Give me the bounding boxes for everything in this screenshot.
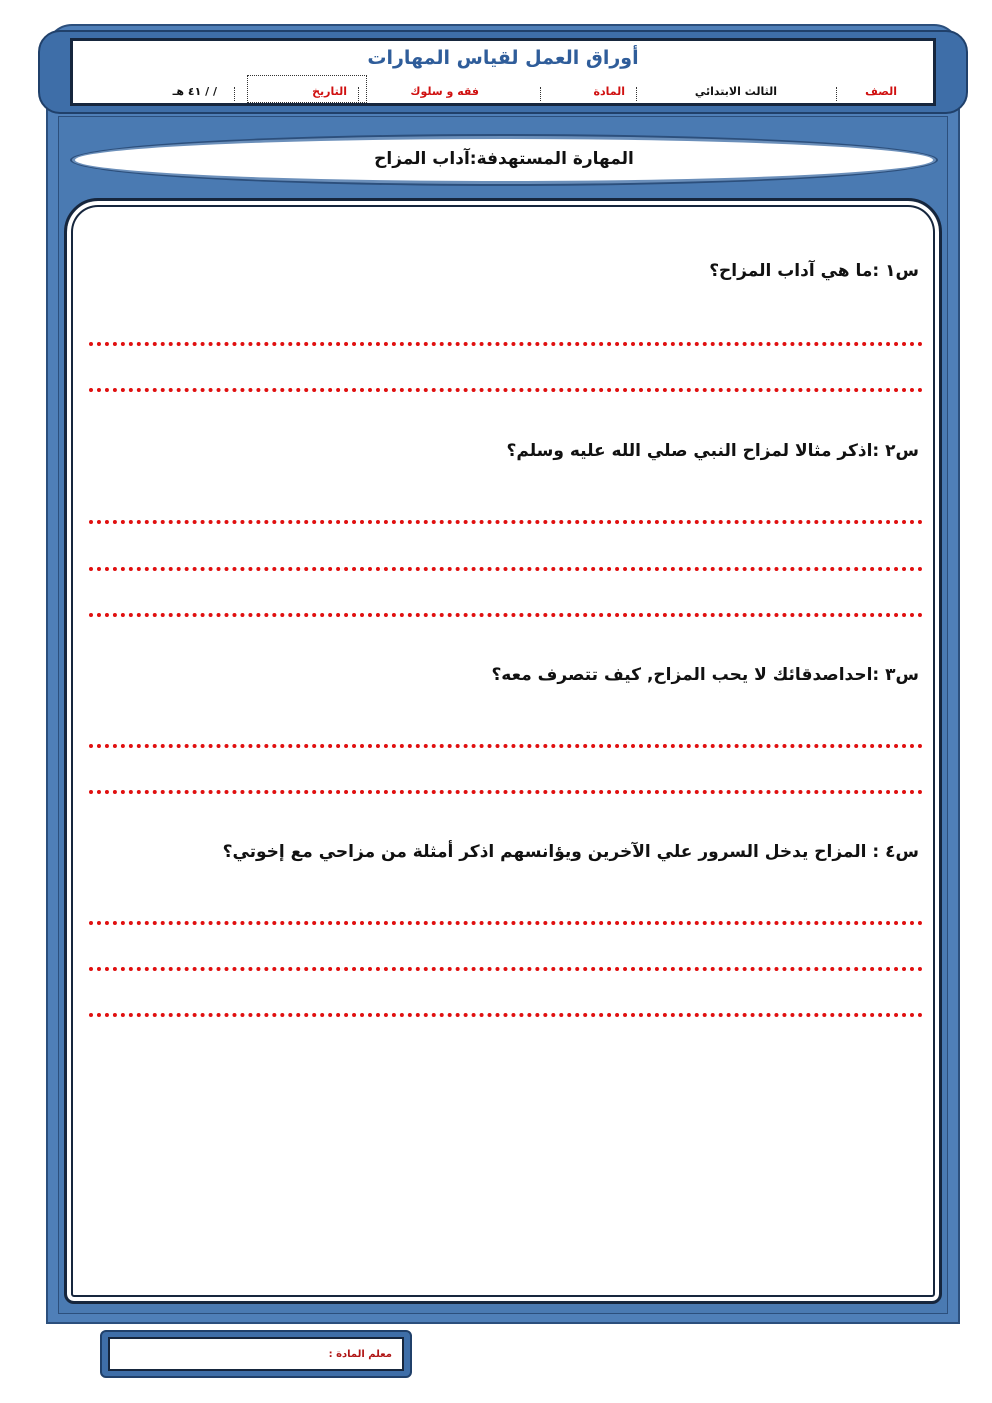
answer-line[interactable] xyxy=(89,1013,923,1017)
worksheet-content xyxy=(64,198,942,1304)
skill-banner xyxy=(72,136,936,184)
teacher-label: معلم المادة : xyxy=(328,1349,392,1360)
skill-title: المهارة المستهدفة:آداب المزاح xyxy=(374,149,634,169)
date-value: / / ٤١ هـ xyxy=(172,85,217,98)
class-label: الصف xyxy=(865,85,897,98)
question-4: س٤ : المزاح يدخل السرور علي الآخرين ويؤانسهم اذكر أمثلة من مزاحي مع إخوتي؟ xyxy=(222,842,919,862)
date-label: التاريخ xyxy=(312,85,347,98)
subject-value: فقه و سلوك xyxy=(410,85,479,98)
answer-line[interactable] xyxy=(89,921,923,925)
date-field-box xyxy=(247,75,367,103)
answer-line[interactable] xyxy=(89,520,923,524)
answer-line[interactable] xyxy=(89,388,923,392)
class-value: الثالث الابتدائي xyxy=(694,85,777,98)
divider xyxy=(234,87,235,101)
question-3: س٣ :احداصدقائك لا يحب المزاح, كيف تتصرف معه؟ xyxy=(491,665,919,685)
divider xyxy=(636,87,637,101)
header-info-row xyxy=(81,85,925,103)
subject-label: المادة xyxy=(593,85,625,98)
question-2: س٢ :اذكر مثالا لمزاح النبي صلي الله عليه وسلم؟ xyxy=(506,441,919,461)
header-box xyxy=(70,38,936,106)
answer-line[interactable] xyxy=(89,967,923,971)
answer-line[interactable] xyxy=(89,744,923,748)
answer-line[interactable] xyxy=(89,790,923,794)
divider xyxy=(836,87,837,101)
teacher-box xyxy=(108,1337,404,1371)
answer-line[interactable] xyxy=(89,613,923,617)
answer-line[interactable] xyxy=(89,567,923,571)
divider xyxy=(540,87,541,101)
worksheet-title: أوراق العمل لقياس المهارات xyxy=(367,47,639,69)
question-1: س١ :ما هي آداب المزاح؟ xyxy=(709,261,919,281)
answer-line[interactable] xyxy=(89,342,923,346)
